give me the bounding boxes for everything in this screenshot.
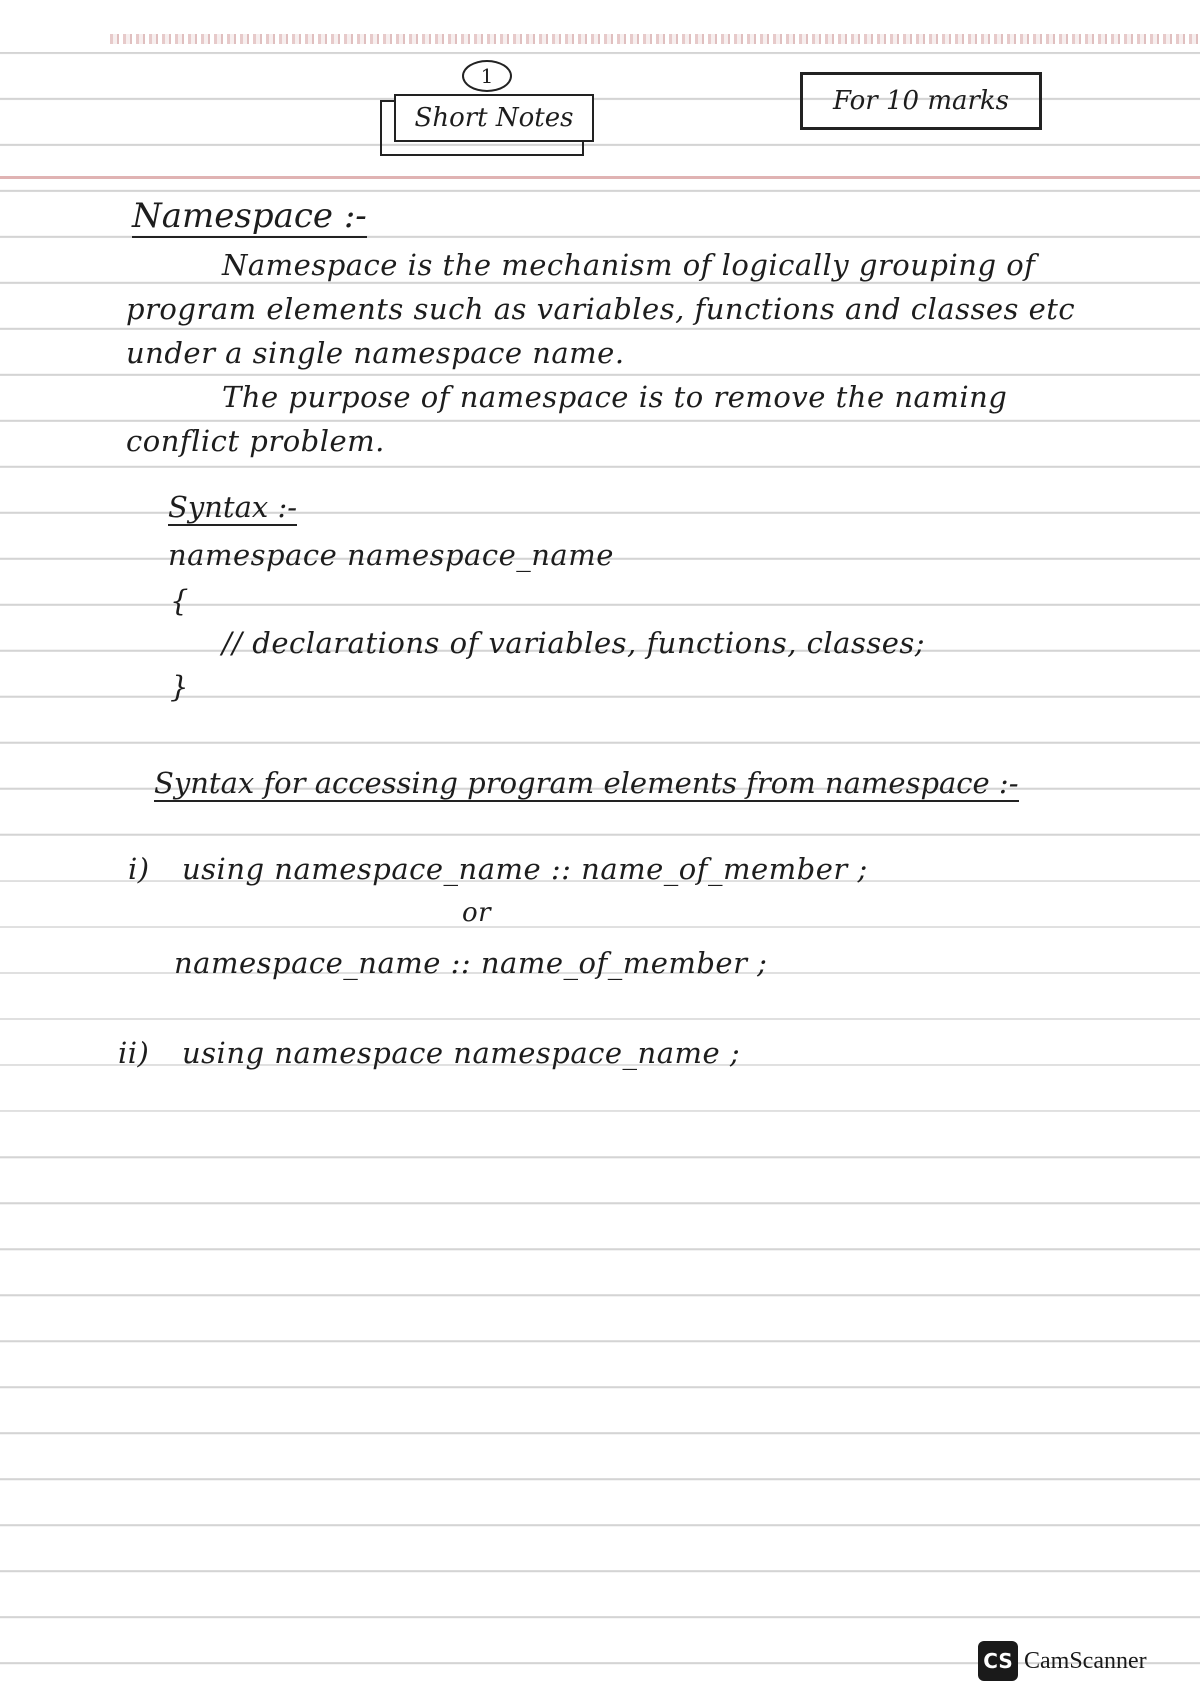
item1-line: using namespace_name :: name_of_member ; (182, 852, 868, 886)
namespace-heading: Namespace :- (132, 196, 367, 236)
item1-alt: namespace_name :: name_of_member ; (174, 946, 768, 980)
camscanner-logo-icon: CS (978, 1641, 1018, 1681)
short-notes-title: Short Notes (394, 94, 594, 142)
page-number: 1 (462, 60, 512, 92)
paragraph2-line2: conflict problem. (126, 424, 385, 458)
syntax-line1: namespace namespace_name (168, 538, 614, 572)
paragraph1-line2: program elements such as variables, functions and classes etc (126, 292, 1076, 326)
syntax-open-brace: { (170, 584, 189, 618)
short-notes-box (380, 94, 602, 154)
syntax-comment: // declarations of variables, functions, classes; (222, 626, 926, 660)
margin-line (0, 176, 1200, 179)
syntax-label: Syntax :- (168, 490, 298, 524)
torn-edge (110, 34, 1200, 44)
item1-marker: i) (128, 852, 150, 886)
paragraph1-line1: Namespace is the mechanism of logically grouping of (222, 248, 1036, 282)
paragraph2-line1: The purpose of namespace is to remove the naming (222, 380, 1008, 414)
item2-marker: ii) (118, 1036, 150, 1070)
paragraph1-line3: under a single namespace name. (126, 336, 625, 370)
item2-line: using namespace namespace_name ; (182, 1036, 741, 1070)
marks-label: For 10 marks (800, 72, 1042, 130)
page-top-band (0, 0, 1200, 52)
access-heading: Syntax for accessing program elements from namespace :- (154, 766, 1019, 800)
or-label: or (462, 898, 492, 928)
camscanner-brand-name: CamScanner (1024, 1647, 1147, 1674)
camscanner-watermark (978, 1640, 1147, 1682)
syntax-close-brace: } (170, 670, 189, 704)
